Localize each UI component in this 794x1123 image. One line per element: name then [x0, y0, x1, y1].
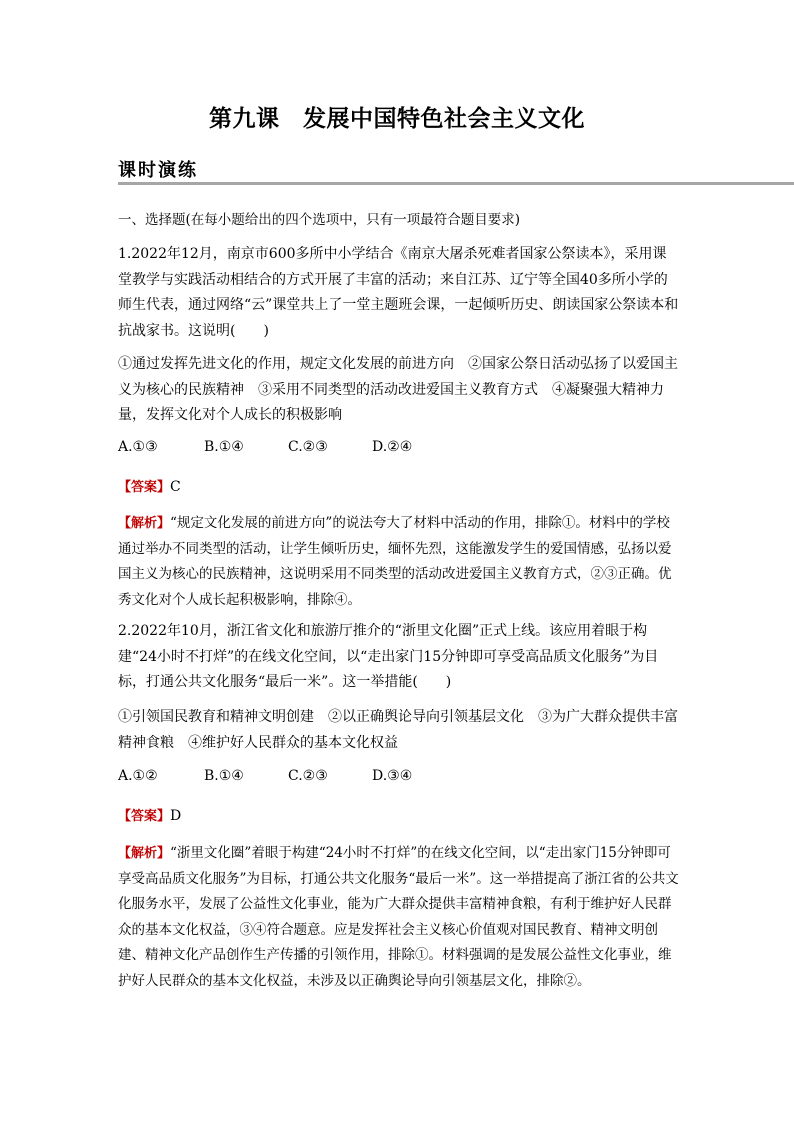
option-b: B.①④ [204, 439, 244, 455]
option-c: C.②③ [288, 768, 328, 784]
option-a: A.①③ [118, 439, 158, 455]
question-2-options [118, 768, 718, 790]
question-2-analysis [118, 841, 680, 994]
option-d: D.②④ [372, 439, 413, 455]
section-divider [118, 182, 794, 185]
option-b: B.①④ [204, 768, 244, 784]
option-a: A.①② [118, 768, 158, 784]
section-heading: 课时演练 [118, 160, 198, 181]
page-title: 第九课 发展中国特色社会主义文化 [209, 106, 585, 132]
answer-tag: 【答案】 [118, 480, 171, 495]
question-1-options [118, 439, 718, 461]
answer-value: D [170, 808, 182, 824]
question-1-analysis [118, 511, 680, 613]
question-1-answer [118, 476, 680, 495]
analysis-text: “浙里文化圈”着眼于构建“24小时不打烊”的在线文化空间，以“走出家门15分钟即可享受高品质文化服务”为目标，打通公共文化服务“最后一米”。这一举措提高了浙江省的公共文化服务水平，发展了公益性文化事业，能为广大群众提供丰富精神食粮，有利于维护好人民群众的基本文化权益，③④符合题意。应是发挥社会主义核心价值观对国民教育、精神文明创建、精神文化产品创作生产传播的引领作用，排除①。材料强调的是发展公益性文化事业，维护好人民群众的基本文化权益，未涉及以正确舆论导向引领基层文化，排除②。 [118, 845, 679, 989]
option-c: C.②③ [288, 439, 328, 455]
question-2-statements: ①引领国民教育和精神文明创建 ②以正确舆论导向引领基层文化 ③为广大群众提供丰富精神食粮 ④维护好人民群众的基本文化权益 [118, 709, 678, 751]
part-heading: 一、选择题(在每小题给出的四个选项中，只有一项最符合题目要求) [118, 212, 521, 228]
answer-tag: 【答案】 [118, 809, 171, 824]
question-1-stem: 1.2022年12月，南京市600多所中小学结合《南京大屠杀死难者国家公祭读本》，采用课堂教学与实践活动相结合的方式开展了丰富的活动；来自江苏、辽宁等全国40多所小学的师生代表，通过网络“云”课堂共上了一堂主题班会课，一起倾听历史、朗读国家公祭读本和抗战家书。这说明( ) [118, 246, 679, 339]
answer-value: C [170, 479, 181, 495]
option-d: D.③④ [372, 768, 413, 784]
analysis-text: “规定文化发展的前进方向”的说法夸大了材料中活动的作用，排除①。材料中的学校通过举办不同类型的活动，让学生倾听历史，缅怀先烈，这能激发学生的爱国情感，弘扬以爱国主义为核心的民族精神，这说明采用不同类型的活动改进爱国主义教育方式，②③正确。优秀文化对个人成长起积极影响，排除④。 [118, 515, 672, 608]
analysis-tag: 【解析】 [118, 846, 171, 861]
analysis-tag: 【解析】 [118, 516, 171, 531]
question-2-answer [118, 805, 680, 824]
question-2-stem: 2.2022年10月，浙江省文化和旅游厅推介的“浙里文化圈”正式上线。该应用着眼于构建“24小时不打烊”的在线文化空间，以“走出家门15分钟即可享受高品质文化服务”为目标，打通公共文化服务“最后一米”。这一举措能( ) [118, 623, 659, 690]
question-1-statements: ①通过发挥先进文化的作用，规定文化发展的前进方向 ②国家公祭日活动弘扬了以爱国主义为核心的民族精神 ③采用不同类型的活动改进爱国主义教育方式 ④凝聚强大精神力量，发挥文化对个人成长的积极影响 [118, 356, 678, 423]
